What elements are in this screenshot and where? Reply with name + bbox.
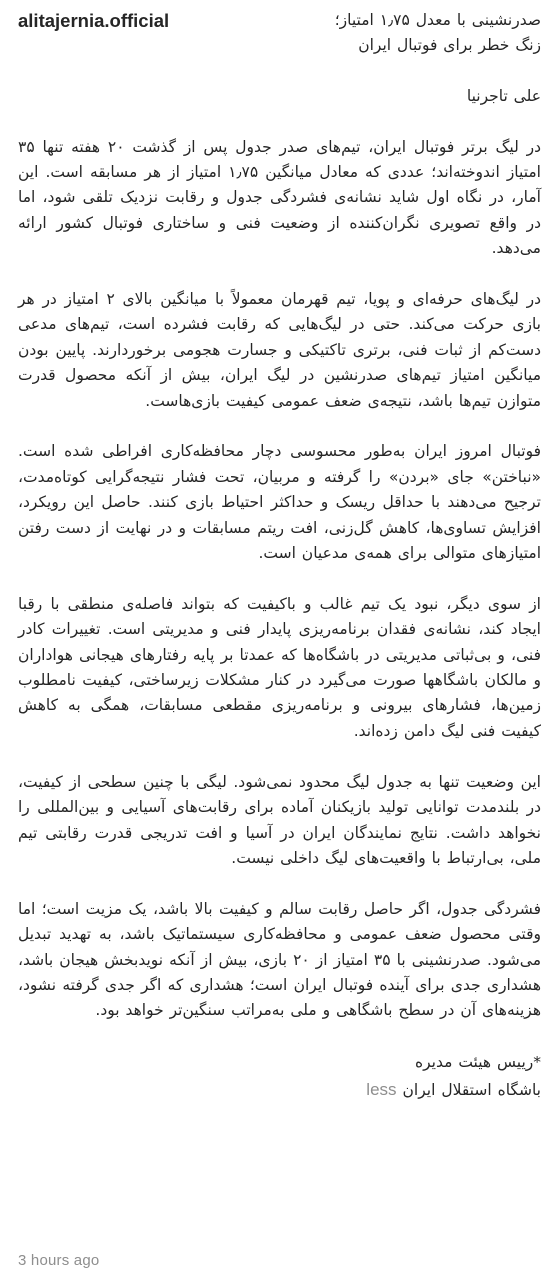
caption-first-line xyxy=(18,8,541,33)
caption-paragraph: این وضعیت تنها به جدول لیگ محدود نمی‌شود. لیگی با چنین سطحی از کیفیت، در بلندمدت توانایی تولید بازیکنان آماده برای رقابت‌های آسیایی و بین‌المللی را نخواهد داشت. نتایج نمایندگان ایران در آسیا و افت تدریجی قدرت رقابتی تیم ملی، بی‌ارتباط با واقعیت‌های لیگ داخلی نیست. xyxy=(18,772,541,867)
caption-paragraph: فشردگی جدول، اگر حاصل رقابت سالم و کیفیت بالا باشد، یک مزیت است؛ اما وقتی محصول ضعف عمومی و محافظه‌کاری سیستماتیک باشد، به تهدید تبدیل می‌شود. صدرنشینی با ۳۵ امتیاز از ۲۰ بازی، بیش از آنکه نویدبخش هیجان باشد، هشداری جدی برای آینده فوتبال ایران است؛ هشداری که اگر جدی گرفته نشود، هزینه‌های آن در سطح باشگاهی و ملی به‌مراتب سنگین‌تر خواهد بود. xyxy=(18,899,542,1020)
caption-headline: صدرنشینی با معدل ۱٫۷۵ امتیاز؛ xyxy=(334,11,541,29)
post-username-link[interactable]: alitajernia.official xyxy=(18,10,170,31)
less-link[interactable]: less xyxy=(366,1080,397,1100)
caption-paragraph: از سوی دیگر، نبود یک تیم غالب و باکیفیت که بتواند فاصله‌ی منطقی با رقبا ایجاد کند، نشانه‌ی فقدان برنامه‌ریزی پایدار فنی و مدیریتی است. تغییرات کادر فنی، و بی‌ثباتی مدیریتی در باشگاه‌ها که عمدتا بر پایه رفتارهای هیجانی هواداران و مالکان باشگاهها صورت می‌گیرد در کنار مشکلات زیرساختی، کیفیت نامطلوب زمین‌ها، فشارهای بیرونی و برنامه‌ریزی مقطعی مسابقات، همگی به کاهش کیفیت فنی لیگ دامن زده‌اند. xyxy=(18,594,541,740)
post-timestamp[interactable]: 3 hours ago xyxy=(18,1252,100,1269)
caption-subheadline: زنگ خطر برای فوتبال ایران xyxy=(358,36,541,54)
caption-paragraph: در لیگ برتر فوتبال ایران، تیم‌های صدر جدول پس از گذشت ۲۰ هفته تنها ۳۵ امتیاز اندوخته‌اند؛ عددی که معادل میانگین ۱٫۷۵ امتیاز از هر مسابقه است. این آمار، در نگاه اول شاید نشانه‌ی فشردگی جدول و رقابت نزدیک تلقی شود، اما در واقع تصویری نگران‌کننده از وضعیت فنی و ساختاری فوتبال کشور ارائه می‌دهد. xyxy=(18,137,541,258)
signature-org: باشگاه استقلال ایران xyxy=(402,1081,541,1100)
post-caption xyxy=(18,33,541,1104)
signature-role: *رییس هیئت مدیره xyxy=(414,1053,541,1072)
caption-paragraph: فوتبال امروز ایران به‌طور محسوسی دچار محافظه‌کاری افراطی شده است. «نباختن» جای «بردن» را گرفته و مربیان، تحت فشار نتیجه‌گرایی کوتاه‌مدت، ترجیح می‌دهند با حداقل ریسک و حداکثر احتیاط بازی کنند. حاصل این رویکرد، افزایش تساوی‌ها، کاهش گل‌زنی، افت ریتم مسابقات و در نهایت از دست رفتن امتیازهای متوالی برای همه‌ی مدعیان است. xyxy=(18,442,541,563)
caption-signature xyxy=(18,1049,541,1104)
caption-paragraph: در لیگ‌های حرفه‌ای و پویا، تیم قهرمان معمولاً با میانگین بالای ۲ امتیاز در هر بازی حرکت می‌کند. حتی در لیگ‌هایی که رقابت فشرده است، تیم‌های مدعی دست‌کم از ثبات فنی، برتری تاکتیکی و جسارت هجومی برخوردارند. پایین بودن میانگین امتیاز تیم‌های صدرنشین در لیگ ایران، بیش از آنکه محصول قدرت متوازن تیم‌ها باشد، نتیجه‌ی ضعف عمومی کیفیت بازی‌هاست. xyxy=(18,290,541,410)
caption-author: علی تاجرنیا xyxy=(466,86,541,105)
signature-org-line xyxy=(18,1076,541,1104)
